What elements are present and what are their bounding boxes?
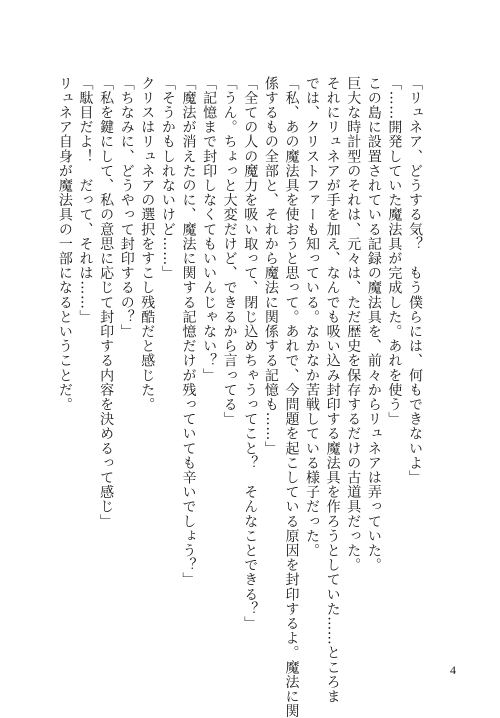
text-line: それにリュネアが手を加え、なんでも吸い込み封印する魔法具を作ろうとしていた……ところま [324,76,341,704]
vertical-text-body [54,76,425,718]
page-number: 4 [450,663,456,677]
text-line: この島に設置されている記録の魔法具を、前々からリュネアは弄っていた。 [365,76,382,573]
text-line: 「魔法が消えたのに、魔法に関する記憶だけが残っていても辛いでしょう？」 [180,76,197,587]
text-line: 「リュネア、どうする気？ もう僕らには、何もできないよ」 [407,76,423,485]
text-line: クリスはリュネアの選択をすこし残酷だと感じた。 [139,76,156,412]
text-line: 「私、あの魔法具を使おうと思って。あれで、今問題を起こしている原因を封印するよ。魔法に関 [283,76,300,718]
text-line: 「駄目だよ！ だって、それは……」 [77,76,94,325]
text-line: 「そうかもしれないけど……」 [159,76,176,281]
text-line: 係するもの全部と、それから魔法に関係する記憶も……」 [262,76,279,456]
text-line: では、クリストファーも知っている。なかなか苦戦している様子だった。 [304,76,321,558]
text-line: 「私を鍵にして、私の意思に応じて封印する内容を決めるって感じ」 [98,76,115,529]
text-line: 「……開発していた魔法具が完成した。あれを使う」 [386,76,403,427]
text-line: 巨大な時計型のそれは、元々は、ただ歴史を保存するだけの古道具だった。 [345,76,362,573]
text-line: 「全ての人の魔力を吸い取って、閉じ込めちゃうってこと？ そんなことできる？」 [242,76,259,631]
text-line: 「ちなみに、どうやって封印するの？」 [118,76,135,339]
text-line: 「うん。ちょっと大変だけど、できるから言ってる」 [221,76,238,427]
text-line: リュネア自身が魔法具の一部になるということだ。 [56,76,73,412]
text-line: 「記憶まで封印しなくてもいいんじゃない？」 [201,76,218,383]
